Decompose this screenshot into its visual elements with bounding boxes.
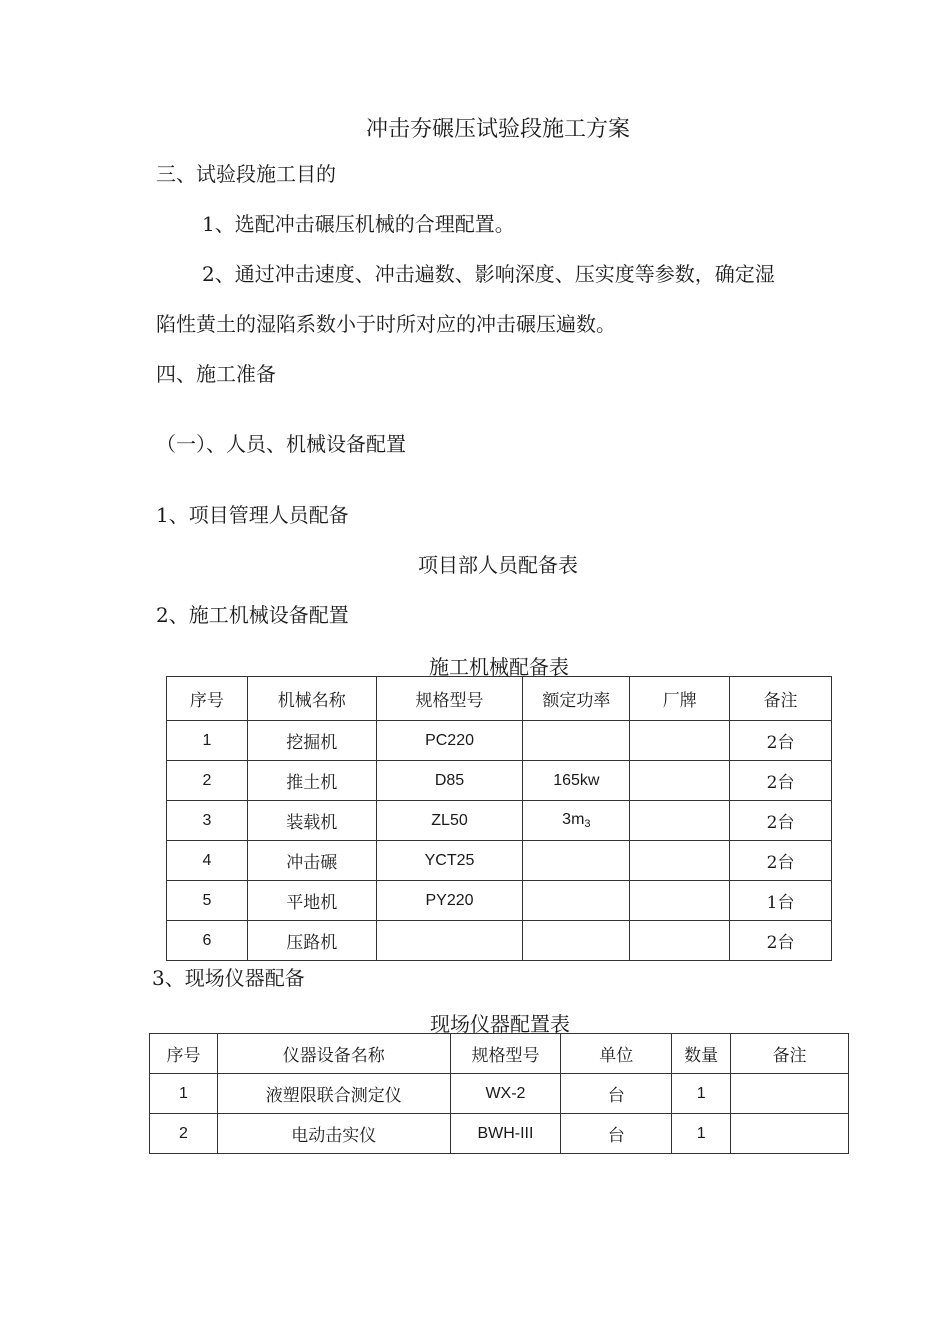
- header-cell: 序号: [150, 1034, 218, 1074]
- item-1-heading: 1、项目管理人员配备: [156, 503, 349, 527]
- table-header-row: [150, 1034, 849, 1074]
- cell: [630, 761, 730, 801]
- table-row: [167, 721, 832, 761]
- cell: BWH-III: [450, 1114, 561, 1154]
- section-3-item-2-line-2: 陷性黄土的湿陷系数小于时所对应的冲击碾压遍数。: [156, 312, 616, 336]
- table-header-row: [167, 677, 832, 721]
- cell: 电动击实仪: [217, 1114, 450, 1154]
- table-row: [167, 841, 832, 881]
- cell: 2台: [730, 841, 832, 881]
- cell: YCT25: [376, 841, 523, 881]
- instrument-table-title: 现场仪器配置表: [430, 1012, 570, 1036]
- cell: [630, 801, 730, 841]
- section-3-item-1: 1、选配冲击碾压机械的合理配置。: [202, 212, 515, 236]
- header-cell: 数量: [672, 1034, 731, 1074]
- header-cell: 备注: [730, 677, 832, 721]
- machine-table: [166, 676, 832, 961]
- document-title: 冲击夯碾压试验段施工方案: [365, 117, 630, 142]
- power-value: 3m: [562, 811, 585, 828]
- item-2-heading: 2、施工机械设备配置: [156, 603, 349, 627]
- table-row: [167, 921, 832, 961]
- subsection-heading: （一）、人员、机械设备配置: [156, 432, 406, 456]
- cell: 压路机: [247, 921, 376, 961]
- cell: WX-2: [450, 1074, 561, 1114]
- cell: [376, 921, 523, 961]
- cell: [630, 881, 730, 921]
- header-cell: 序号: [167, 677, 248, 721]
- staff-table-title: 项目部人员配备表: [418, 553, 578, 577]
- header-cell: 机械名称: [247, 677, 376, 721]
- cell: [523, 841, 630, 881]
- cell: 6: [167, 921, 248, 961]
- cell: 台: [561, 1074, 672, 1114]
- cell: 液塑限联合测定仪: [217, 1074, 450, 1114]
- cell: [523, 881, 630, 921]
- instrument-table: [149, 1033, 849, 1154]
- cell: [630, 841, 730, 881]
- header-cell: 备注: [731, 1034, 849, 1074]
- header-cell: 规格型号: [450, 1034, 561, 1074]
- cell: 装载机: [247, 801, 376, 841]
- cell: 1: [672, 1114, 731, 1154]
- header-cell: 厂牌: [630, 677, 730, 721]
- section-3-item-2-line-1: 2、通过冲击速度、冲击遍数、影响深度、压实度等参数，确定湿: [202, 262, 775, 286]
- cell: 1: [167, 721, 248, 761]
- table-row: [150, 1114, 849, 1154]
- cell: [523, 801, 630, 841]
- cell: 平地机: [247, 881, 376, 921]
- header-cell: 仪器设备名称: [217, 1034, 450, 1074]
- cell: PC220: [376, 721, 523, 761]
- cell: [731, 1074, 849, 1114]
- cell: 4: [167, 841, 248, 881]
- cell: PY220: [376, 881, 523, 921]
- table-row: [167, 801, 832, 841]
- table-row: [150, 1074, 849, 1114]
- cell: 2台: [730, 721, 832, 761]
- cell: [630, 721, 730, 761]
- cell: 2: [167, 761, 248, 801]
- cell: 1台: [730, 881, 832, 921]
- cell: 2台: [730, 801, 832, 841]
- cell: 1: [672, 1074, 731, 1114]
- table-row: [167, 761, 832, 801]
- cell: [630, 921, 730, 961]
- cell: 165kw: [523, 761, 630, 801]
- cell: [523, 921, 630, 961]
- machine-table-title: 施工机械配备表: [429, 655, 569, 679]
- item-3-heading: 3、现场仪器配备: [152, 966, 305, 990]
- cell: 冲击碾: [247, 841, 376, 881]
- cell: D85: [376, 761, 523, 801]
- cell: ZL50: [376, 801, 523, 841]
- section-3-heading: 三、试验段施工目的: [156, 162, 336, 186]
- cell: 挖掘机: [247, 721, 376, 761]
- cell: 5: [167, 881, 248, 921]
- power-unit-subscript: 3: [584, 818, 591, 830]
- cell: 1: [150, 1074, 218, 1114]
- table-row: [167, 881, 832, 921]
- cell: 2台: [730, 761, 832, 801]
- cell: [731, 1114, 849, 1154]
- cell: 推土机: [247, 761, 376, 801]
- cell: [523, 721, 630, 761]
- cell: 2台: [730, 921, 832, 961]
- section-4-heading: 四、施工准备: [156, 362, 276, 386]
- cell: 3: [167, 801, 248, 841]
- header-cell: 单位: [561, 1034, 672, 1074]
- cell: 2: [150, 1114, 218, 1154]
- cell: 台: [561, 1114, 672, 1154]
- header-cell: 规格型号: [376, 677, 523, 721]
- header-cell: 额定功率: [523, 677, 630, 721]
